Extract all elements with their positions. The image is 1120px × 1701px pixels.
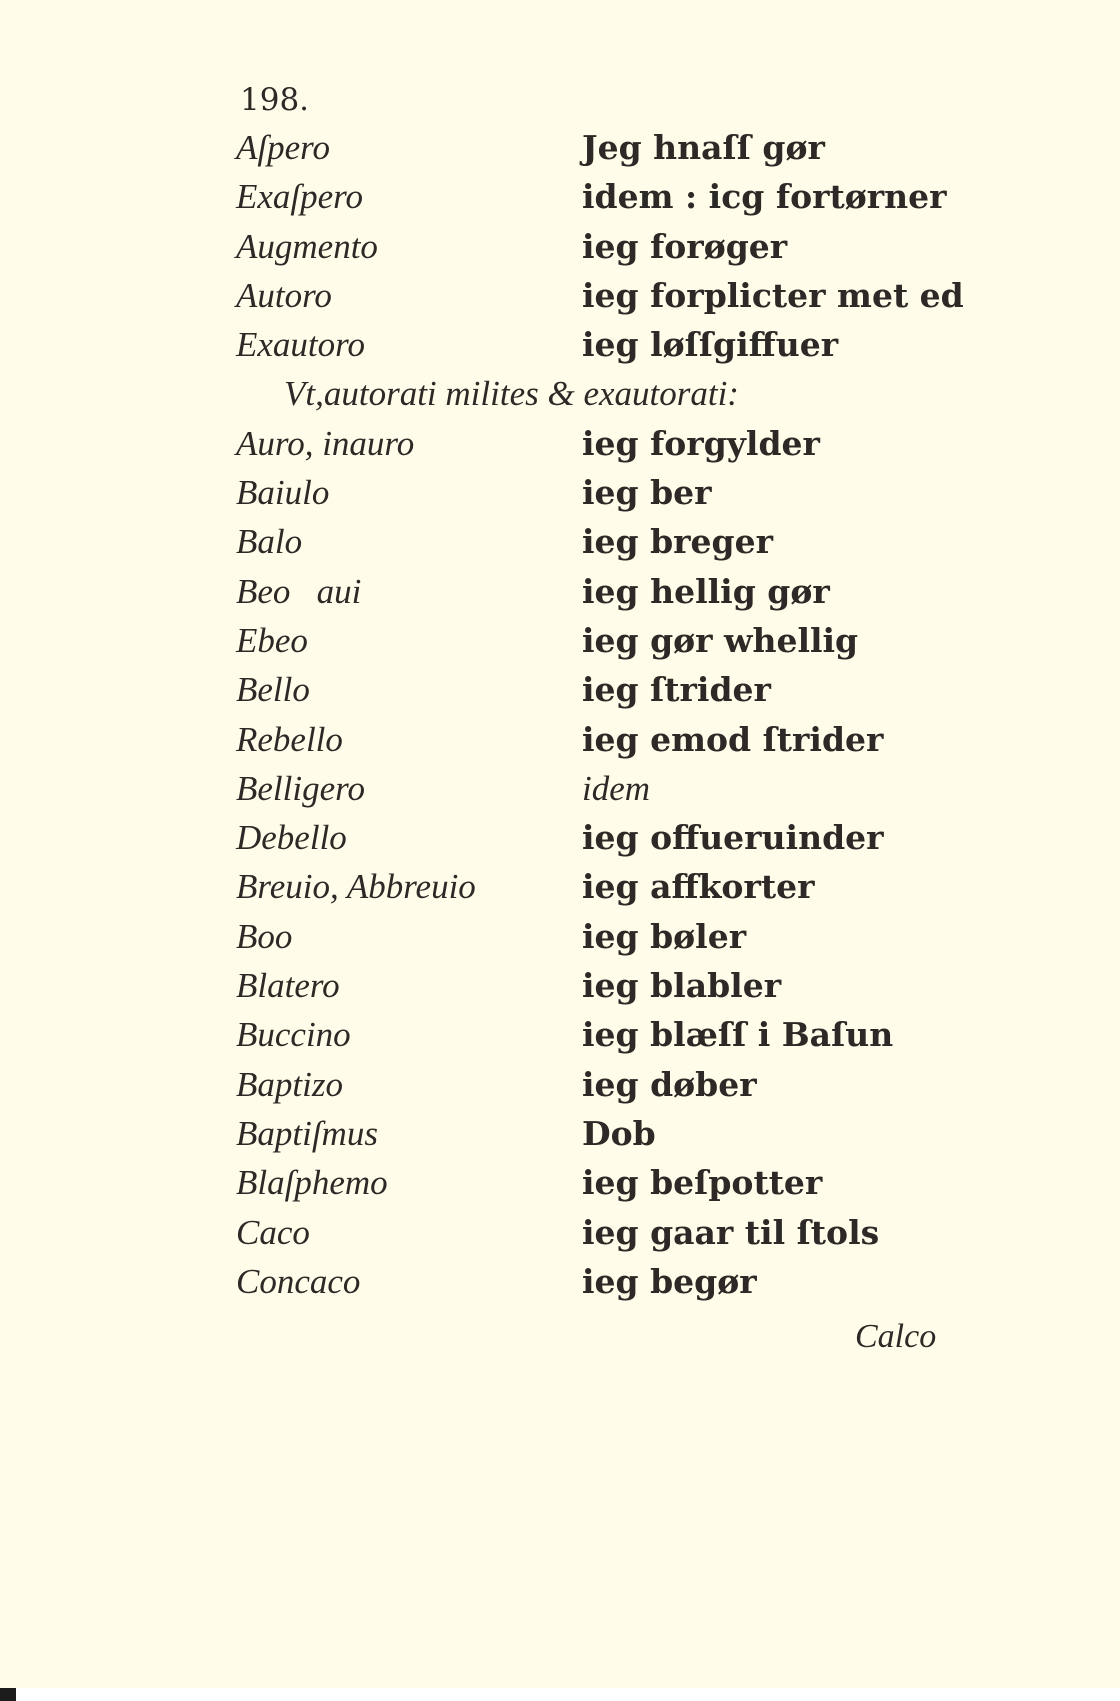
danish-translation: ieg breger (582, 522, 774, 562)
word-entry (236, 867, 996, 916)
danish-translation: Jeg hnaſſ gør (582, 128, 825, 167)
danish-translation: ieg blabler (582, 966, 782, 1006)
word-entry (236, 473, 996, 522)
latin-word: Blatero (236, 966, 340, 1006)
word-entry (236, 818, 996, 867)
latin-word: Baptizo (236, 1064, 343, 1104)
latin-word: Aſpero (236, 128, 330, 167)
scan-corner-mark (0, 1688, 16, 1701)
word-entry (236, 572, 996, 621)
usage-note-row (236, 374, 996, 423)
word-entry (236, 1163, 996, 1212)
word-entry (236, 177, 996, 226)
page-number: 198. (240, 82, 310, 118)
word-list (236, 128, 996, 1311)
catchword: Calco (855, 1318, 937, 1355)
word-entry (236, 325, 996, 374)
word-entry (236, 1065, 996, 1114)
danish-translation: idem : icg fortørner (582, 177, 947, 217)
danish-translation: ieg emod ſtrider (582, 719, 884, 759)
latin-word: Rebello (236, 719, 343, 759)
danish-translation: ieg døber (582, 1064, 757, 1104)
latin-word: Breuio, Abbreuio (236, 867, 476, 907)
latin-word: Beo aui (236, 571, 362, 611)
word-entry (236, 1262, 996, 1311)
danish-translation: ieg ber (582, 473, 712, 513)
latin-word: Autoro (236, 275, 332, 315)
danish-translation: ieg forøger (582, 226, 788, 266)
latin-word: Exautoro (236, 325, 365, 365)
danish-translation: ieg affkorter (582, 867, 815, 907)
danish-translation: ieg blæſſ i Baſun (582, 1015, 894, 1055)
danish-translation: ieg ſtrider (582, 670, 771, 710)
danish-translation: ieg beſpotter (582, 1163, 823, 1203)
latin-word: Bello (236, 670, 310, 710)
word-entry (236, 966, 996, 1015)
word-entry (236, 917, 996, 966)
latin-word: Blaſphemo (236, 1163, 388, 1203)
latin-word: Belligero (236, 768, 365, 808)
word-entry (236, 424, 996, 473)
word-entry (236, 276, 996, 325)
danish-translation: ieg hellig gør (582, 571, 830, 611)
danish-translation: idem (582, 768, 651, 808)
danish-translation: ieg forgylder (582, 423, 820, 463)
latin-word: Balo (236, 522, 303, 562)
word-entry (236, 720, 996, 769)
latin-word: Ebeo (236, 620, 308, 660)
latin-word: Baiulo (236, 473, 330, 513)
latin-word: Debello (236, 818, 347, 858)
word-entry (236, 227, 996, 276)
latin-word: Baptiſmus (236, 1113, 378, 1153)
scan-bottom-edge (0, 1688, 1120, 1701)
danish-translation: ieg løſſgiffuer (582, 325, 839, 365)
word-entry (236, 769, 996, 818)
latin-word: Concaco (236, 1261, 361, 1301)
latin-word: Buccino (236, 1015, 351, 1055)
latin-word: Exaſpero (236, 177, 363, 217)
word-entry (236, 1213, 996, 1262)
danish-translation: Dob (582, 1113, 656, 1153)
word-entry (236, 128, 996, 177)
danish-translation: ieg begør (582, 1261, 757, 1301)
latin-word: Augmento (236, 226, 378, 266)
usage-note: Vt,autorati milites & exautorati: (284, 374, 739, 414)
danish-translation: ieg gaar til ſtols (582, 1212, 880, 1252)
danish-translation: ieg gør whellig (582, 620, 859, 660)
danish-translation: ieg forplicter met ed (582, 275, 964, 315)
word-entry (236, 621, 996, 670)
word-entry (236, 1015, 996, 1064)
latin-word: Caco (236, 1212, 310, 1252)
danish-translation: ieg offueruinder (582, 818, 884, 858)
danish-translation: ieg bøler (582, 916, 747, 956)
word-entry (236, 1114, 996, 1163)
latin-word: Boo (236, 916, 293, 956)
latin-word: Auro, inauro (236, 423, 415, 463)
word-entry (236, 522, 996, 571)
word-entry (236, 670, 996, 719)
